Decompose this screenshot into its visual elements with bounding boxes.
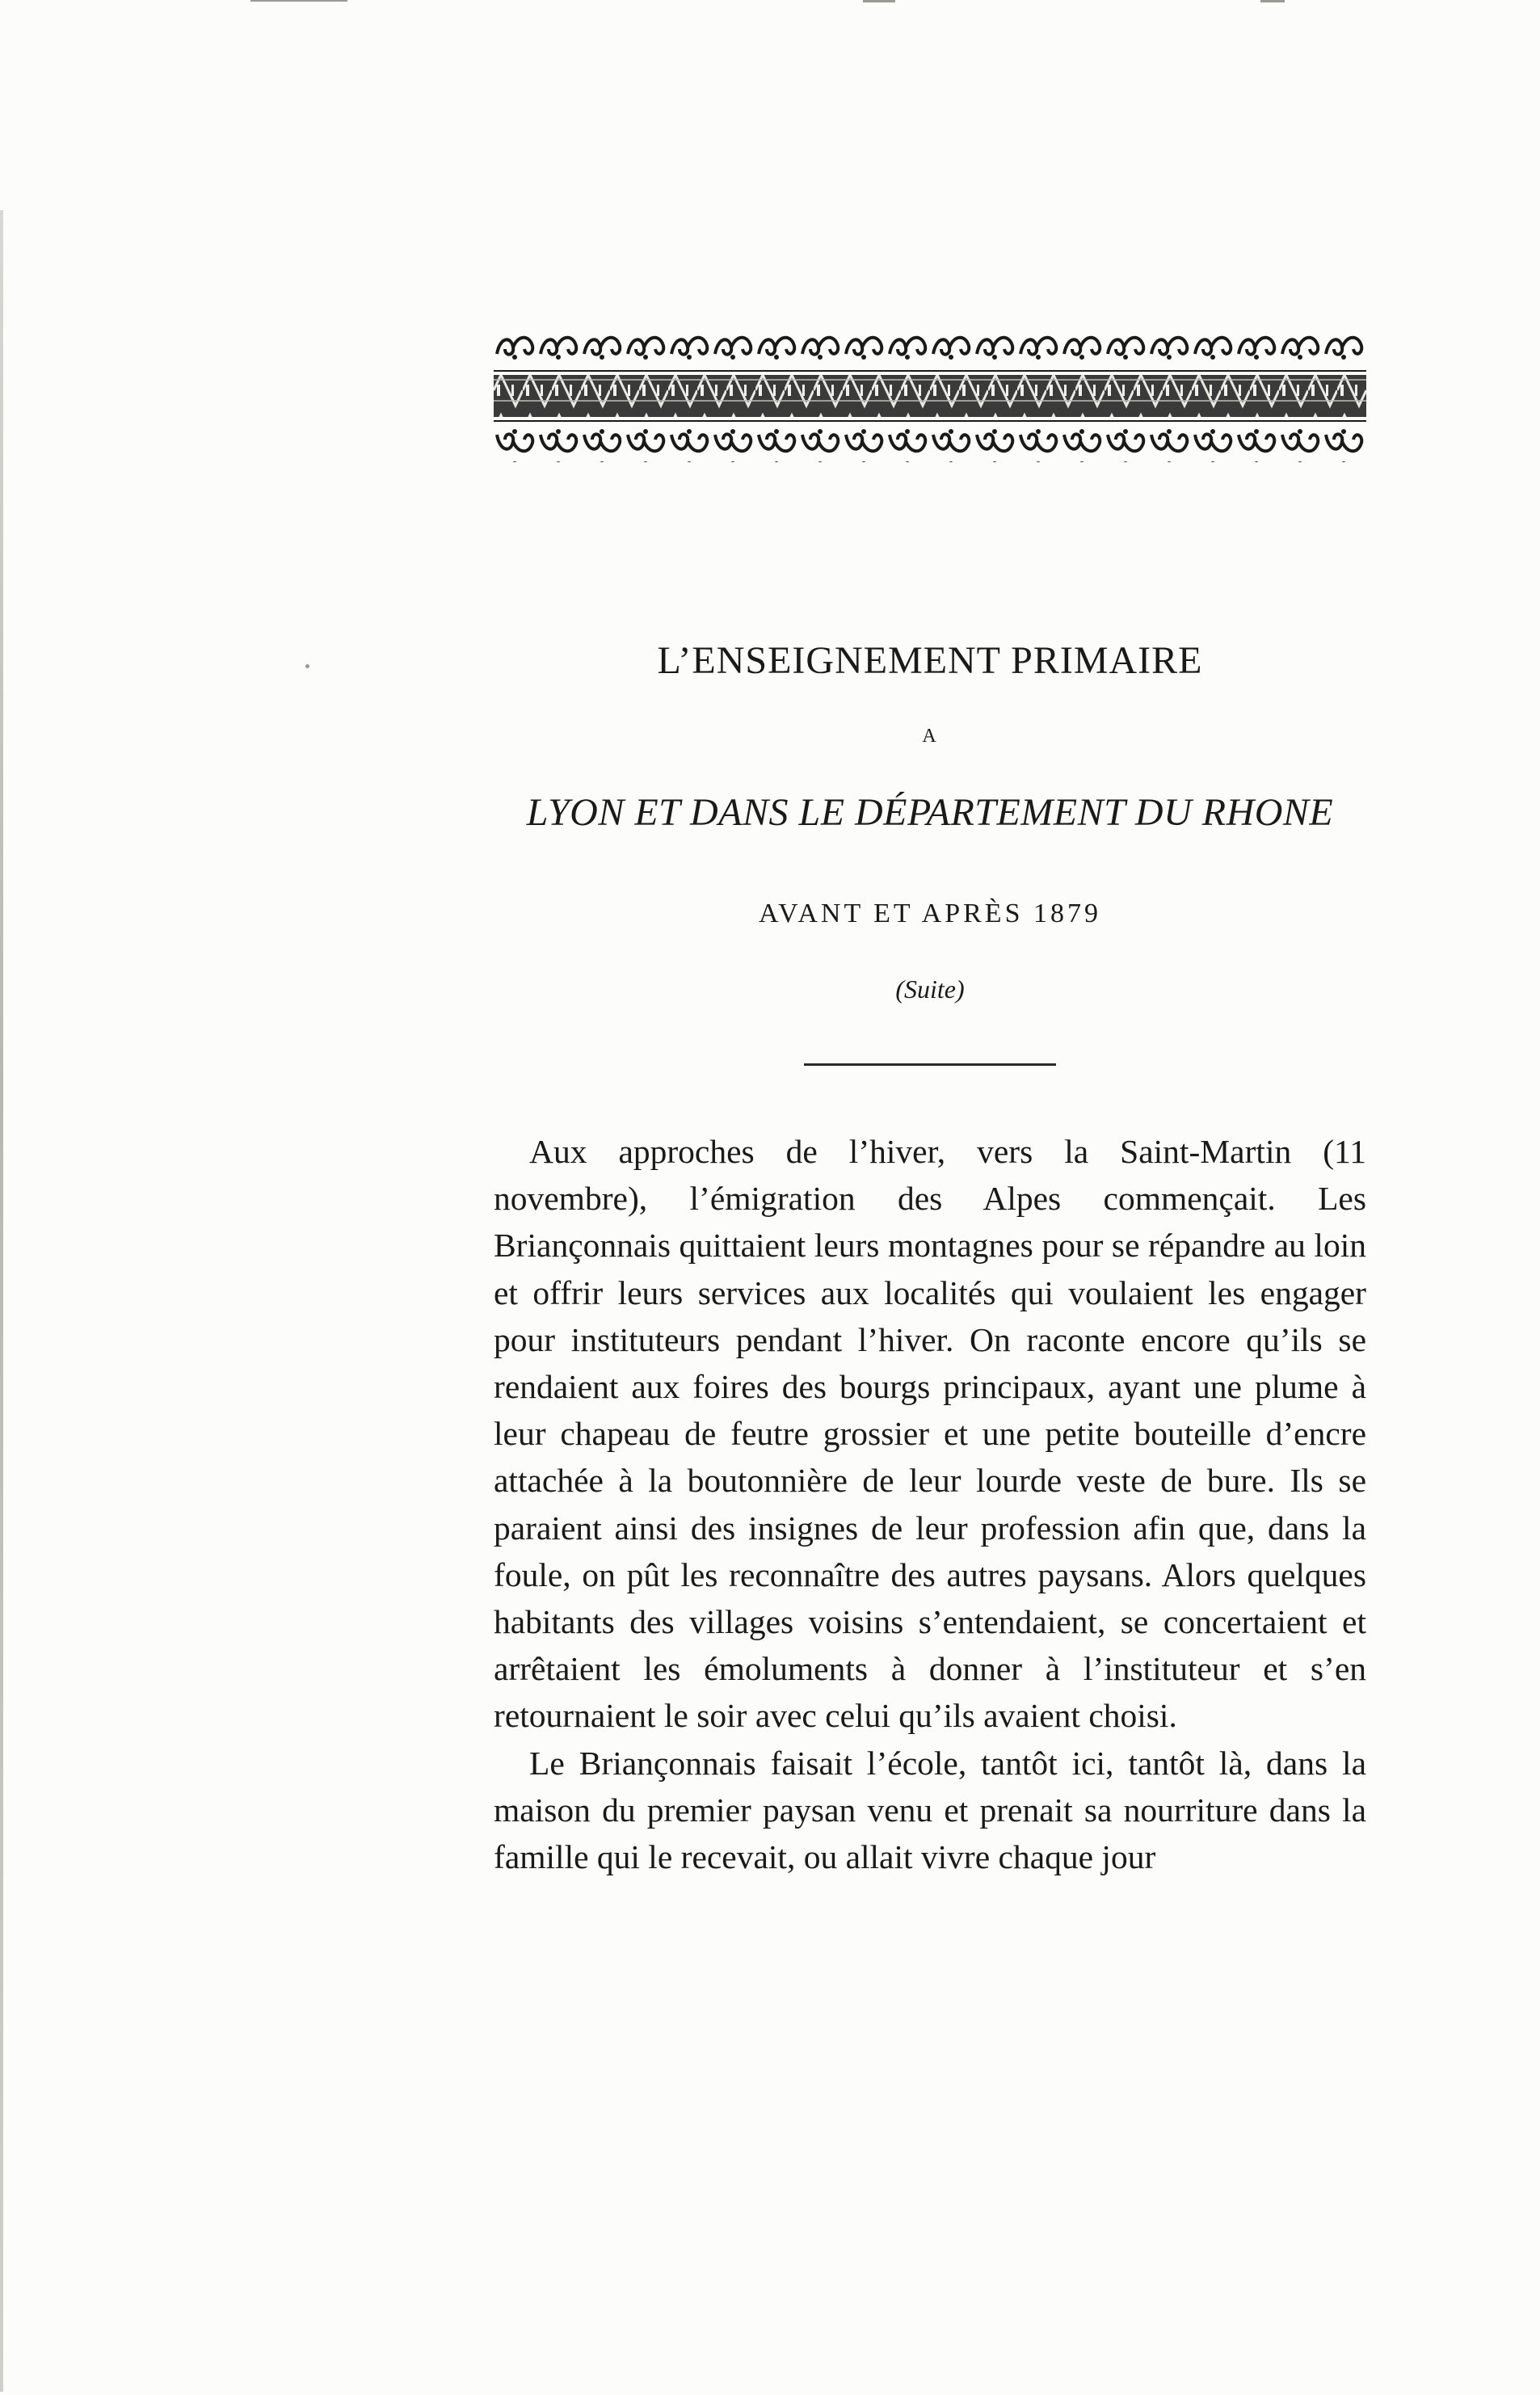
paragraph: Aux approches de l’hiver, vers la Saint-Martin (11 novembre), l’émigration des Alpes commençait. Les Briançonnais quittaient leurs montagnes pour se répandre au loin et offrir leurs services aux localités qui voulaient les engager pour instituteurs pendant l’hiver. On raconte encore qu’ils se rendaient aux foires des bourgs principaux, ayant une plume à leur chapeau de feutre grossier et une petite bouteille d’encre attachée à la boutonnière de leur lourde veste de bure. Ils se paraient ainsi des insignes de leur profession afin que, dans la foule, on pût les reconnaître des autres paysans. Alors quelques habitants des villages voisins s’entendaient, se concertaient et arrêtaient les émoluments à donner à l’instituteur et s’en retournaient le soir avec celui qu’ils avaient choisi. [494, 1133, 1366, 1735]
article-body [494, 1128, 1366, 1880]
paragraph: Le Briançonnais faisait l’école, tantôt ici, tantôt là, dans la maison du premier paysan venu et prenait sa nourriture dans la famille qui le recevait, ou allait vivre chaque jour [494, 1744, 1366, 1876]
page-edge [0, 210, 3, 2392]
article-title: L’ENSEIGNEMENT PRIMAIRE [657, 639, 1203, 682]
scan-mark [863, 0, 895, 2]
continued-note: (Suite) [895, 974, 965, 1004]
article-dateline: AVANT ET APRÈS 1879 [759, 899, 1101, 928]
decorative-ornament-band [494, 330, 1366, 467]
scan-speck [305, 664, 309, 668]
article-subtitle: LYON ET DANS LE DÉPARTEMENT DU RHONE [526, 791, 1334, 834]
scan-mark [250, 0, 347, 2]
scan-mark [1260, 0, 1285, 2]
title-divider [804, 1063, 1056, 1066]
title-preposition: A [922, 726, 938, 747]
